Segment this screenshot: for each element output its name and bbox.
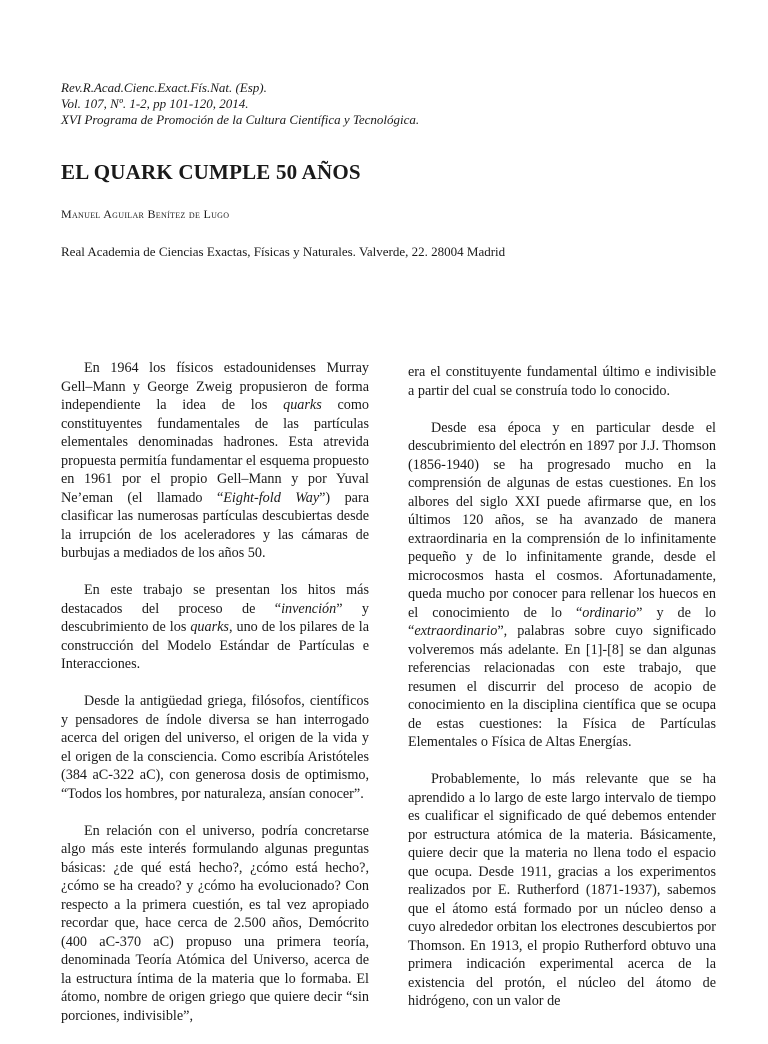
- paragraph: Probablemente, lo más relevante que se ha aprendido a lo largo de este largo intervalo de tiempo es cualificar el significado de qué debemos entender por estructura atómica de la materia. Básicamente, quiere decir que la materia no llena todo el espacio que ocupa. Desde 1911, gracias a los experimentos realizados por E. Rutherford (1871-1937), sabemos que el átomo está formado por un núcleo denso a cuyo alrededor orbitan los electrones descubiertos por Thomson. En 1913, el propio Rutherford obtuvo una primera indicación experimental acerca de la existencia del protón, el núcleo del átomo de hidrógeno, con un valor de: [408, 771, 716, 1009]
- paragraph-text: ” y de lo “: [408, 604, 716, 639]
- paragraph-continuation: era el constituyente fundamental último e indivisible a partir del cual se construía todo lo conocido.: [408, 364, 716, 399]
- paragraph-text: En 1964 los físicos estadounidenses Murray Gell–Mann y George Zweig propusieron de forma independiente la idea de los: [61, 360, 369, 413]
- italic-term: invención: [281, 600, 337, 617]
- paragraph: Desde la antigüedad griega, filósofos, científicos y pensadores de índole diversa se han interrogado acerca del origen del universo, el origen de la vida y el origen de la consciencia. Como escribía Aristóteles (384 aC-322 aC), con generosa dosis de optimismo, “Todos los hombres, por naturaleza, ansían conocer”.: [61, 693, 369, 802]
- italic-term: extraordinario: [414, 623, 498, 639]
- paragraph-text: ”, palabras sobre cuyo significado volveremos más adelante. En [1]-[8] se dan algunas referencias relacionadas con este trabajo, que resumen el discurrir del proceso de acopio de conocimiento en la disciplina científica que se ocupa de estas cuestiones: la Física de Partículas Elementales o Física de Altas Energías.: [408, 623, 716, 750]
- journal-program-line: XVI Programa de Promoción de la Cultura Científica y Tecnológica.: [61, 112, 420, 127]
- paragraph-text: En este trabajo se presentan los hitos más destacados del proceso de “: [61, 582, 369, 617]
- paragraph: En relación con el universo, podría concretarse algo más este interés formulando algunas preguntas básicas: ¿de qué está hecho?, ¿cómo está hecho?, ¿cómo se ha creado? y ¿cómo ha evolucionado? Con respecto a la primera cuestión, es tal vez apropiado recordar que, hace cerca de 2.500 años, Demócrito (400 aC-370 aC) propuso una primera teoría, denominada Teoría Atómica del Universo, acerca de la estructura íntima de la materia que lo formaba. El átomo, nombre de origen griego que quiere decir “sin porciones, indivisible”,: [61, 822, 369, 1024]
- paragraph-text: ” y descubrimiento de los: [61, 600, 369, 635]
- paragraph-text: ”) para clasificar las numerosas partículas descubiertas desde la irrupción de los aceleradores y las cámaras de burbujas a mediados de los años 50.: [61, 489, 369, 561]
- paragraph: [61, 581, 369, 674]
- paragraph: [61, 359, 369, 563]
- left-column: [61, 359, 369, 1044]
- journal-citation: [61, 80, 701, 128]
- italic-term: quarks: [283, 397, 322, 413]
- journal-citation-line: Rev.R.Acad.Cienc.Exact.Fís.Nat. (Esp).: [61, 80, 267, 95]
- author-name: Manuel Aguilar Benítez de Lugo: [61, 207, 230, 221]
- journal-volume-line: Vol. 107, Nº. 1-2, pp 101-120, 2014.: [61, 96, 249, 111]
- italic-term: ordinario: [582, 604, 637, 621]
- right-column: [408, 363, 716, 1029]
- author-affiliation: Real Academia de Ciencias Exactas, Físicas y Naturales. Valverde, 22. 28004 Madrid: [61, 244, 506, 259]
- paragraph-text: como constituyentes fundamentales de las partículas elementales denominadas hadrones. Esta atrevida propuesta permitía fundamentar el esquema propuesto en 1961 por el propio Gell–Mann y por Yuval Ne’eman (el llamado “: [61, 397, 369, 506]
- paragraph: [408, 419, 716, 752]
- paragraph-text: , uno de los pilares de la construcción del Modelo Estándar de Partículas e Interacciones.: [61, 619, 369, 672]
- article-title: EL QUARK CUMPLE 50 AÑOS: [61, 160, 361, 184]
- paragraph-text: Desde esa época y en particular desde el descubrimiento del electrón en 1897 por J.J. Thomson (1856-1940) se ha progresado mucho en la comprensión de algunas de estas cuestiones. En los albores del siglo XXI puede afirmarse que, en los últimos 120 años, se ha avanzado de manera extraordinaria en la comprensión de lo infinitamente pequeño y de lo infinitamente grande, desde el microcosmos hasta el cosmos. Afortunadamente, queda mucho por conocer para rellenar los huecos en el conocimiento de lo “: [408, 419, 716, 621]
- italic-term: quarks: [190, 619, 229, 635]
- italic-term: Eight-fold Way: [223, 489, 320, 506]
